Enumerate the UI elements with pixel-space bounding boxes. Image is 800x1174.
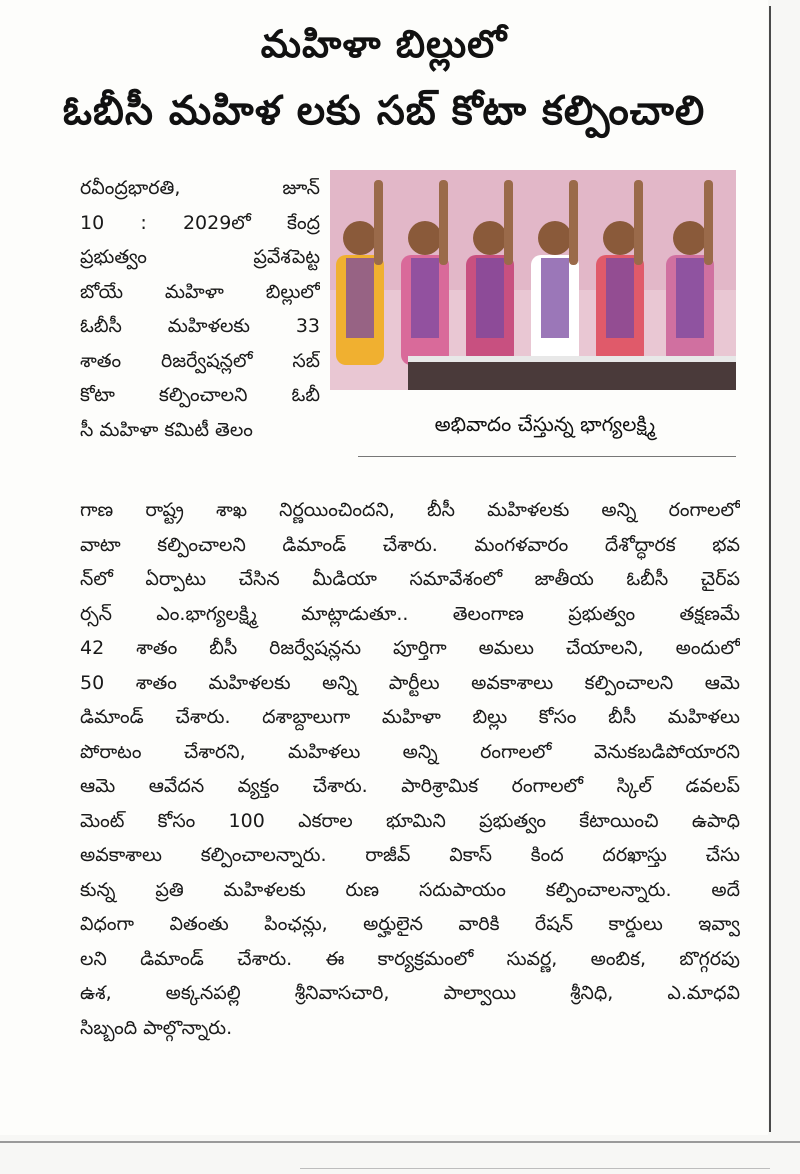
photo-caption: అభివాదం చేస్తున్న భాగ్యలక్ష్మి	[434, 412, 656, 436]
article-line: రవీంద్రభారతి, జూన్	[80, 177, 320, 199]
caption-rule	[358, 456, 736, 457]
person-head	[408, 221, 442, 255]
person-head	[673, 221, 707, 255]
scarf	[411, 258, 439, 338]
article-line: 50 శాతం మహిళలకు అన్ని పార్టీలు అవకాశాలు కల్పించాలని ఆమె	[80, 671, 740, 694]
article-line: గాణ రాష్ట్ర శాఖ నిర్ణయించిందని, బీసీ మహిళలకు అన్ని రంగాలలో	[80, 499, 740, 521]
article-line: కున్న ప్రతి మహిళలకు రుణ సదుపాయం కల్పించాలన్నారు. అదే	[80, 878, 740, 901]
scarf	[606, 258, 634, 338]
raised-arm	[634, 180, 643, 265]
raised-arm	[569, 180, 578, 265]
headline-line-1: మహిళా బిల్లులో	[260, 22, 508, 66]
group-photo-illustration	[330, 170, 736, 390]
person-head	[343, 221, 377, 255]
scarf	[676, 258, 704, 338]
scarf	[346, 258, 374, 338]
article-line: మెంట్ కోసం 100 ఎకరాల భూమిని ప్రభుత్వం కేటాయించి ఉపాధి	[80, 809, 740, 832]
article-line: సిబ్బంది పాల్గొన్నారు.	[80, 1016, 233, 1039]
raised-arm	[374, 180, 383, 265]
raised-arm	[504, 180, 513, 265]
article-line: అవకాశాలు కల్పించాలన్నారు. రాజీవ్ వికాస్ కింద దరఖాస్తు చేసు	[80, 844, 740, 866]
raised-arm	[439, 180, 448, 265]
person-head	[473, 221, 507, 255]
bottom-divider	[0, 1141, 800, 1143]
article-line: 10 : 2029లో కేంద్ర	[80, 211, 320, 234]
article-line: బోయే మహిళా బిల్లులో	[80, 280, 320, 303]
headline-line-2: ఓబీసీ మహిళ లకు సబ్ కోటా కల్పించాలి	[62, 88, 706, 134]
article-line: శాతం రిజర్వేషన్లలో సబ్	[80, 349, 320, 372]
article-narrow-column	[80, 171, 320, 447]
column-rule	[769, 6, 771, 1132]
person-head	[603, 221, 637, 255]
article-wide-column	[80, 493, 740, 1045]
article-line: న్‌లో ఏర్పాటు చేసిన మీడియా సమావేశంలో జాతీయ ఓబీసీ చైర్‌ప	[80, 568, 740, 590]
article-line: విధంగా వితంతు పింఛన్లు, అర్హులైన వారికి రేషన్ కార్డులు ఇవ్వా	[80, 913, 740, 935]
article-line: ఉశ, అక్కనపల్లి శ్రీనివాసచారి, పాల్వాయి శ్రీనిధి, ఎ.మాధవి	[80, 982, 740, 1004]
scarf	[541, 258, 569, 338]
person-head	[538, 221, 572, 255]
article-line: 42 శాతం బీసీ రిజర్వేషన్లను పూర్తిగా అమలు చేయాలని, అందులో	[80, 637, 740, 659]
raised-arm	[704, 180, 713, 265]
article-line: సీ మహిళా కమిటీ తెలం	[80, 418, 253, 441]
article-line: ర్సన్ ఎం.భాగ్యలక్ష్మి మాట్లాడుతూ.. తెలంగాణ ప్రభుత్వం తక్షణమే	[80, 602, 740, 625]
article-line: పోరాటం చేశారని, మహిళలు అన్ని రంగాలలో వెనుకబడిపోయారని	[80, 740, 740, 763]
article-line: కోటా కల్పించాలని ఓబీ	[80, 384, 320, 406]
scarf	[476, 258, 504, 338]
article-line: వాటా కల్పించాలని డిమాండ్ చేశారు. మంగళవారం దేశోద్ధారక భవ	[80, 533, 740, 556]
news-photo	[330, 170, 736, 390]
article-line: ఓబీసీ మహిళలకు 33	[80, 315, 320, 337]
article-line: ఆమె ఆవేదన వ్యక్తం చేశారు. పారిశ్రామిక రంగాలలో స్కిల్ డవలప్	[80, 775, 740, 797]
article-line: డిమాండ్ చేశారు. దశాబ్దాలుగా మహిళా బిల్లు కోసం బీసీ మహిళలు	[80, 706, 740, 728]
bottom-divider-secondary	[300, 1168, 770, 1169]
article-line: లని డిమాండ్ చేశారు. ఈ కార్యక్రమంలో సువర్ణ, అంబిక, బొగ్గరపు	[80, 947, 740, 970]
article-line: ప్రభుత్వం ప్రవేశపెట్ట	[80, 246, 320, 268]
